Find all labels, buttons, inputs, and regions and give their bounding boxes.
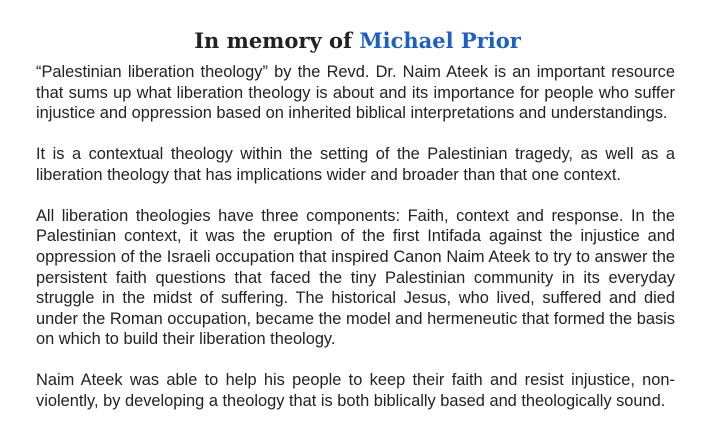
paragraph-3: All liberation theologies have three components: Faith, context and response. In the Palestinian context, it was the eruption of the first Intifada against the injustice and oppression of the Israeli occupation that inspired Canon Naim Ateek to try to answer the persistent faith questions that faced the tiny Palestinian community in its everyday struggle in the midst of suffering. The historical Jesus, who lived, suffered and died under the Roman occupation, became the model and hermeneutic that formed the basis on which to build their liberation theology. xyxy=(36,206,675,349)
paragraph-2: It is a contextual theology within the setting of the Palestinian tragedy, as well as a liberation theology that has implications wider and broader than that one context. xyxy=(36,145,675,184)
cropped-previous-line xyxy=(0,0,715,4)
page-title xyxy=(0,28,715,53)
title-name-highlight: Michael Prior xyxy=(359,28,521,54)
paragraph-1: “Palestinian liberation theology” by the Revd. Dr. Naim Ateek is an important resource that sums up what liberation theology is about and its importance for people who suffer injustice and oppression based on inherited biblical interpretations and understandings. xyxy=(36,63,675,123)
paragraph-4: Naim Ateek was able to help his people to keep their faith and resist injustice, non-violently, by developing a theology that is both biblically based and theologically sound. xyxy=(36,371,675,410)
document-body xyxy=(36,62,675,432)
title-prefix: In memory of xyxy=(194,28,360,54)
